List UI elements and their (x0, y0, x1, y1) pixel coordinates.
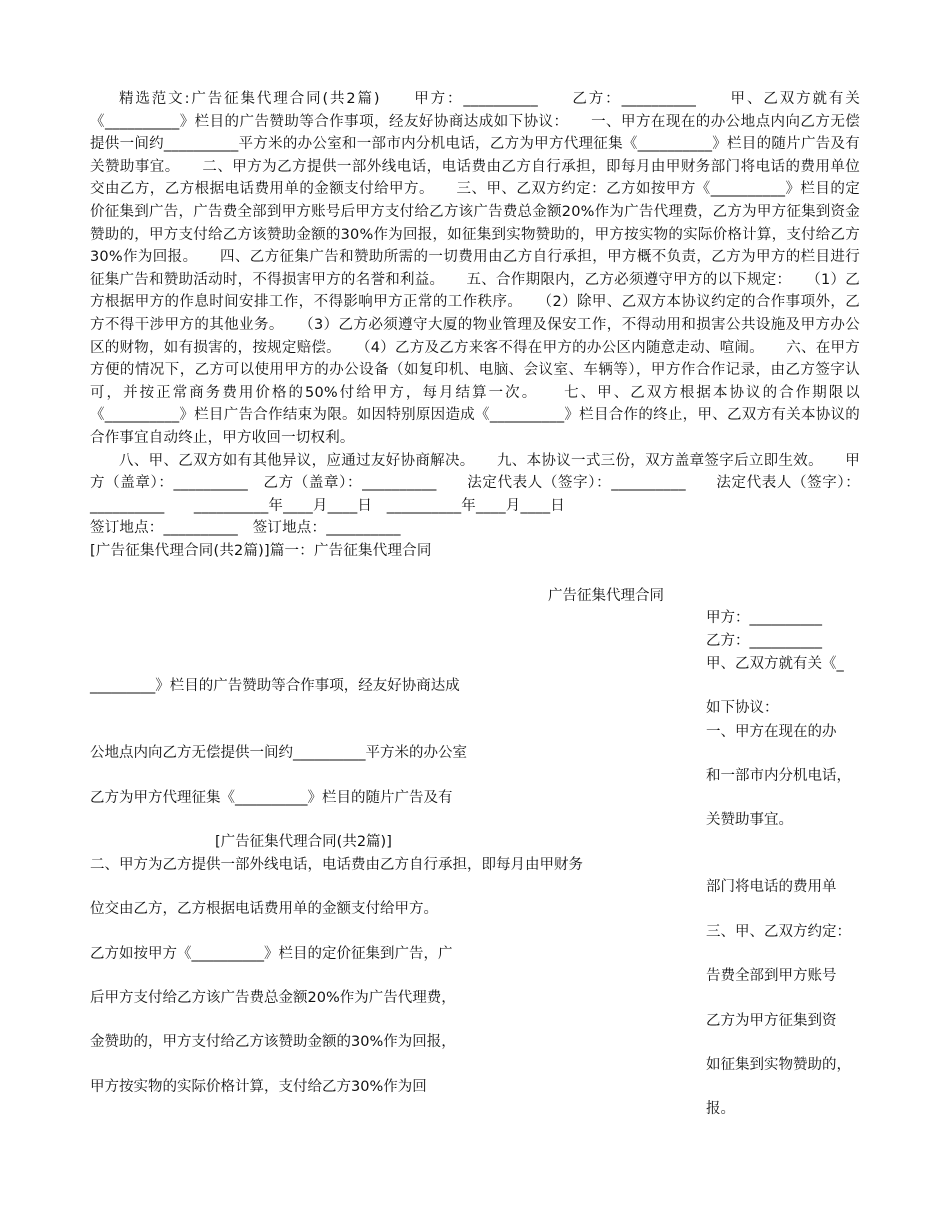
intro-paragraph-1: 精选范文:广告征集代理合同(共2篇) 甲方：__________ 乙方：__________ 甲、乙双方就有关《__________》栏目的广告赞助等合作事项，经友好协商达成如下协议： 一、甲方在现在的办公地点内向乙方无偿提供一间约__________平方米的办公室和一部市内分机电话，乙方为甲方代理征集《__________》栏目的随片广告及有关赞助事宜。 二、甲方为乙方提供一部外线电话，电话费由乙方自行承担，即每月由甲财务部门将电话的费用单位交由乙方，乙方根据电话费用单的金额支付给甲方。 三、甲、乙双方约定：乙方如按甲方《__________》栏目的定价征集到广告，广告费全部到甲方账号后甲方支付给乙方该广告费总金额20%作为广告代理费，乙方为甲方征集到资金赞助的，甲方支付给乙方该赞助金额的30%作为回报，如征集到实物赞助的，甲方按实物的实际价格计算，支付给乙方30%作为回报。 四、乙方征集广告和赞助所需的一切费用由乙方自行承担，甲方概不负责，乙方为甲方的栏目进行征集广告和赞助活动时，不得损害甲方的名誉和利益。 五、合作期限内，乙方必须遵守甲方的以下规定： （1）乙方根据甲方的作息时间安排工作，不得影响甲方正常的工作秩序。 （2）除甲、乙双方本协议约定的合作事项外，乙方不得干涉甲方的其他业务。 （3）乙方必须遵守大厦的物业管理及保安工作，不得动用和损害公共设施及甲方办公区的财物，如有损害的，按规定赔偿。 （4）乙方及乙方来客不得在甲方的办公区内随意走动、喧闹。 六、在甲方方便的情况下，乙方可以使用甲方的办公设备（如复印机、电脑、会议室、车辆等），甲方作合作记录，由乙方签字认可，并按正常商务费用价格的50%付给甲方，每月结算一次。 七、甲、乙双方根据本协议的合作期限以《__________》栏目广告合作结束为限。如因特别原因造成《__________》栏目合作的终止，甲、乙双方有关本协议的合作事宜自动终止，甲方收回一切权利。 (90, 91, 860, 446)
right-line: 甲、乙双方就有关《_ (706, 656, 844, 672)
contract-title: 广告征集代理合同 (548, 588, 664, 604)
right-line: 关赞助事宜。 (706, 812, 793, 828)
part-heading: [广告征集代理合同(共2篇)]篇一：广告征集代理合同 (90, 542, 432, 559)
intro-paragraph-2: 八、甲、乙双方如有其他异议，应通过友好协商解决。 九、本协议一式三份，双方盖章签字后立即生效。 甲方（盖章）：__________ 乙方（盖章）：__________ 法定代表人（签字）：__________ 法定代表人（签字）：__________ __________年____月____日 __________年____月____日 (90, 452, 860, 514)
section-heading: [广告征集代理合同(共2篇)] (215, 834, 392, 850)
left-line: 乙方为甲方代理征集《__________》栏目的随片广告及有 (90, 790, 453, 806)
left-line: 甲方按实物的实际价格计算，支付给乙方30%作为回 (90, 1079, 427, 1095)
right-line: 如征集到实物赞助的， (706, 1057, 851, 1073)
right-line: 乙方：__________ (706, 633, 822, 649)
left-line: 公地点内向乙方无偿提供一间约__________平方米的办公室 (90, 745, 467, 761)
left-line: 后甲方支付给乙方该广告费总金额20%作为广告代理费， (90, 990, 456, 1006)
left-line: 二、甲方为乙方提供一部外线电话，电话费由乙方自行承担，即每月由甲财务 (90, 857, 583, 873)
sign-place-line: 签订地点：__________ 签订地点：__________ (90, 520, 401, 537)
right-line: 部门将电话的费用单 (706, 879, 837, 895)
left-line: 乙方如按甲方《__________》栏目的定价征集到广告，广 (90, 946, 453, 962)
right-line: 乙方为甲方征集到资 (706, 1013, 837, 1029)
right-line: 一、甲方在现在的办 (706, 724, 837, 740)
intro-text-block (90, 88, 860, 562)
right-line: 报。 (706, 1101, 735, 1117)
left-line: 金赞助的，甲方支付给乙方该赞助金额的30%作为回报， (90, 1034, 456, 1050)
left-line: 位交由乙方，乙方根据电话费用单的金额支付给甲方。 (90, 901, 438, 917)
right-line: 和一部市内分机电话， (706, 768, 851, 784)
left-line: _________》栏目的广告赞助等合作事项，经友好协商达成 (90, 678, 460, 694)
right-line: 告费全部到甲方账号 (706, 968, 837, 984)
right-line: 甲方：__________ (706, 610, 822, 626)
right-line: 三、甲、乙双方约定： (706, 924, 851, 940)
right-line: 如下协议： (706, 700, 779, 716)
